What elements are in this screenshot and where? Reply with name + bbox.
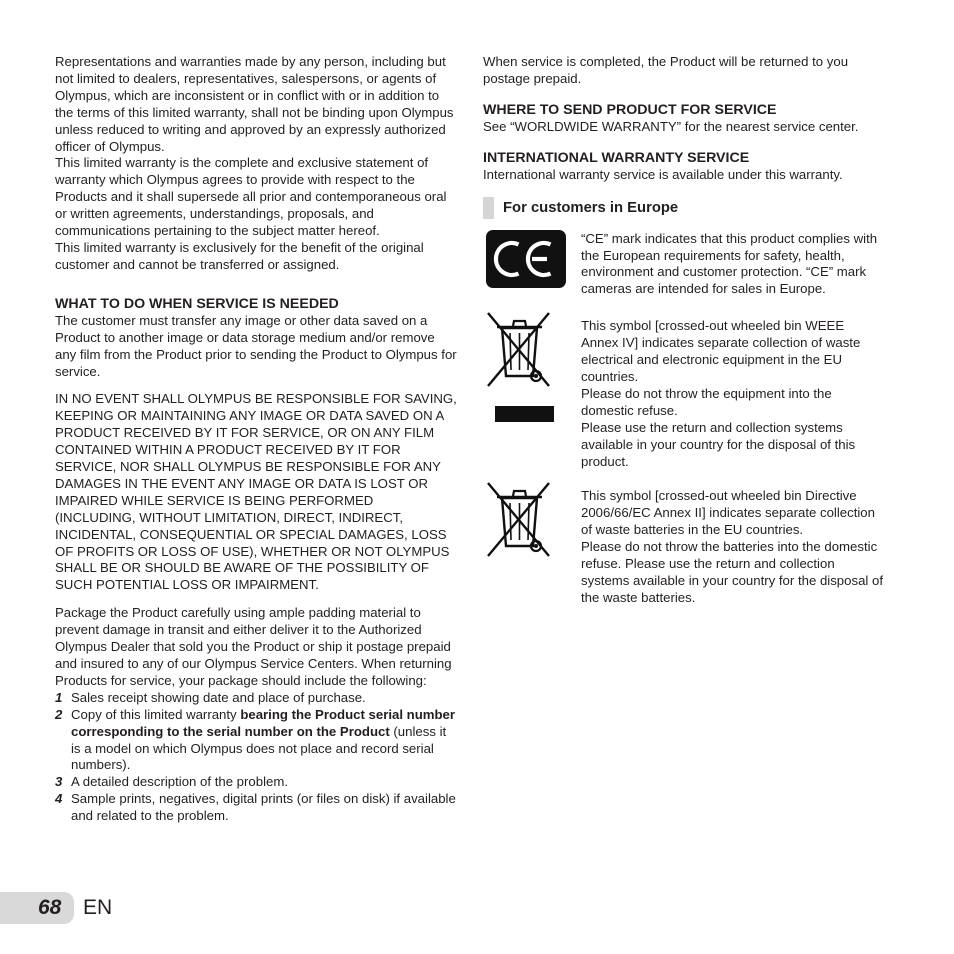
battery-row [483,488,883,606]
weee-row [483,318,883,470]
list-text: Sales receipt showing date and place of purchase. [71,689,366,705]
left-column [55,54,457,825]
heading-marker [483,197,494,219]
crossed-out-wheeled-bin-icon [486,310,554,433]
package-contents-list [55,690,457,825]
ce-mark-row [483,231,883,299]
list-text: A detailed description of the problem. [71,774,288,790]
section-heading-europe [483,198,883,218]
disclaimer-paragraph: IN NO EVENT SHALL OLYMPUS BE RESPONSIBLE FOR SAVING, KEEPING OR MAINTAINING ANY IMAGE OR DATA SAVED ON A PRODUCT RECEIVED BY IT FOR SERVICE, OR ON ANY FILM CONTAINED WITHIN A PRODUCT RECEIVED BY IT FOR SERVICE, NOR SHALL OLYMPUS BE RESPONSIBLE FOR ANY DAMAGES IN THE EVENT ANY IMAGE OR DATA IS LOST OR IMPAIRED WHILE SERVICE IS BEING PERFORMED (INCLUDING, WITHOUT LIMITATION, DIRECT, INDIRECT, INCIDENTAL, CONSEQUENTIAL OR SPECIAL DAMAGES, LOSS OF PROFITS OR LOSS OF USE), WHETHER OR NOT OLYMPUS SHALL BE OR SHOULD BE AWARE OF THE POSSIBILITY OF SUCH POTENTIAL LOSS OR IMPAIRMENT. [55,391,457,593]
list-number: 1 [55,689,63,705]
list-item [55,791,457,825]
paragraph: The customer must transfer any image or other data saved on a Product to another image or data storage medium and/or remove any film from the Product prior to sending the Product to Olympus for service. [55,312,457,379]
list-item [55,774,457,791]
weee-text: Please do not throw the equipment into the domestic refuse. [581,385,832,418]
page-number-tab [0,892,74,924]
list-text: (unless it is a model on which Olympus does not place and record serial numbers). [71,723,447,773]
paragraph: Package the Product carefully using ample padding material to prevent damage in transit and either deliver it to the Authorized Olympus Dealer that sold you the Product or ship it postage prepaid and insured to any of our Olympus Service Centers. When returning Products for service, your package should include the following: [55,605,452,688]
paragraph: International warranty service is available under this warranty. [483,166,843,182]
list-number: 2 [55,706,63,722]
page-number: 68 [38,896,62,919]
list-item [55,707,457,775]
list-number: 3 [55,774,63,790]
page-language: EN [83,896,113,919]
section-heading-text: For customers in Europe [503,199,679,216]
heading-international-warranty: INTERNATIONAL WARRANTY SERVICE [483,149,750,166]
paragraph: Representations and warranties made by any person, including but not limited to dealers, representatives, salespersons, or agents of Olympus, which are inconsistent or in conflict with or in addition to the terms of this limited warranty, shall not be binding upon Olympus unless reduced to writing and approved by an expressly authorized officer of Olympus. [55,54,454,154]
list-text: Copy of this limited warranty [71,706,241,722]
heading-service-needed: WHAT TO DO WHEN SERVICE IS NEEDED [55,295,339,312]
weee-text: This symbol [crossed-out wheeled bin WEEE Annex IV] indicates separate collection of waste electrical and electronic equipment in the EU countries. [581,318,861,384]
paragraph: This limited warranty is the complete and exclusive statement of warranty which Olympus agrees to provide with respect to the Products and it shall supersede all prior and contemporaneous oral or written agreements, understandings, proposals, and communications pertaining to the subject matter hereof. [55,155,447,239]
paragraph: This limited warranty is exclusively for the benefit of the original customer and cannot be transferred or assigned. [55,239,424,272]
battery-text: This symbol [crossed-out wheeled bin Directive 2006/66/EC Annex II] indicates separate collection of waste batteries in the EU countries. [581,488,875,538]
battery-text: Please do not throw the batteries into the domestic refuse. Please use the return and collection systems available in your country for the disposal of the waste batteries. [581,539,883,605]
ce-mark-icon [485,230,567,293]
list-text-bold: bearing the Product serial number corresponding to the serial number on the Product [71,706,456,739]
list-item [55,690,457,707]
heading-where-to-send: WHERE TO SEND PRODUCT FOR SERVICE [483,101,777,118]
right-column [483,54,883,607]
paragraph: When service is completed, the Product will be returned to you postage prepaid. [483,54,849,86]
list-text: Sample prints, negatives, digital prints (or files on disk) if available and related to the problem. [71,791,456,824]
list-number: 4 [55,791,63,807]
ce-mark-text: “CE” mark indicates that this product complies with the European requirements for safety, health, environment and customer protection. “CE” mark cameras are intended for sales in Europe. [581,230,878,297]
crossed-out-wheeled-bin-icon [486,480,554,567]
paragraph: See “WORLDWIDE WARRANTY” for the nearest service center. [483,118,859,134]
weee-text: Please use the return and collection systems available in your country for the disposal of this product. [581,419,856,469]
